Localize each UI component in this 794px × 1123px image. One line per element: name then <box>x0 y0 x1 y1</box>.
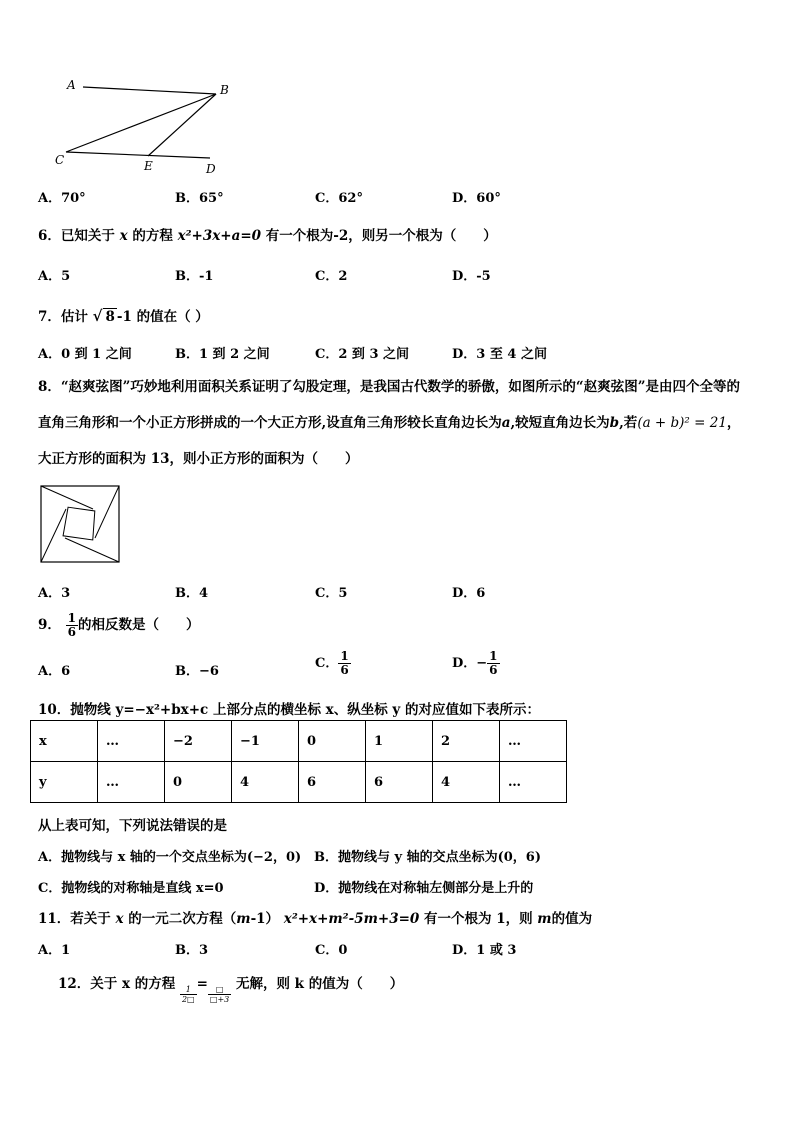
q7-option-c[interactable]: C．2 到 3 之间 <box>315 347 410 362</box>
q8-option-c[interactable]: C．5 <box>315 586 348 601</box>
question-12 <box>58 972 404 1004</box>
q6-text-mid: 的方程 <box>132 228 173 244</box>
question-11 <box>38 907 592 927</box>
q12-number: 12． <box>58 976 91 992</box>
q12-text-pre: 关于 x 的方程 <box>90 976 176 992</box>
q12-fraction-1 <box>180 985 197 1004</box>
label-d: D <box>206 162 216 176</box>
q9-fraction <box>66 612 78 639</box>
q6-option-b[interactable]: B．-1 <box>175 269 214 284</box>
table-cell: x <box>31 721 98 762</box>
q6-option-a[interactable]: A．5 <box>38 269 71 284</box>
q8-line-2-pre: 直角三角形和一个小正方形拼成的一个大正方形,设直角三角形较长直角边长为 <box>38 415 502 431</box>
q10-option-a[interactable]: A．抛物线与 x 轴的一个交点坐标为(−2，0) <box>38 850 302 865</box>
q5-option-d[interactable]: D．60° <box>452 191 501 206</box>
q7-text-post: -1 的值在（ ） <box>116 309 209 325</box>
q9-option-d-num: 1 <box>489 649 498 663</box>
q8-line-2-mid: ,较短直角边长为 <box>510 415 610 431</box>
table-row <box>31 762 567 803</box>
q9-option-d-den: 6 <box>489 663 498 677</box>
geometry-figure <box>50 72 240 182</box>
q8-line-2-end: ， <box>726 415 741 431</box>
q9-option-d-fraction <box>487 650 499 677</box>
q8-line-1: “赵爽弦图”巧妙地利用面积关系证明了勾股定理，是我国古代数学的骄傲，如图所示的“赵爽弦图”是由四个全等的 <box>60 379 740 395</box>
q12-equals: = <box>196 976 208 992</box>
q8-line-2-post: ,若 <box>619 415 638 431</box>
q9-option-c[interactable] <box>315 650 351 677</box>
q9-frac-num: 1 <box>67 611 76 625</box>
table-cell: 6 <box>366 762 433 803</box>
q8-option-d[interactable]: D．6 <box>452 586 486 601</box>
table-cell: y <box>31 762 98 803</box>
question-10 <box>38 698 540 718</box>
q7-option-b[interactable]: B．1 到 2 之间 <box>175 347 270 362</box>
question-9 <box>38 612 199 639</box>
q8-var-b: b <box>609 415 620 431</box>
q7-option-a[interactable]: A．0 到 1 之间 <box>38 347 132 362</box>
zhao-shuang-figure <box>40 485 120 563</box>
q7-radicand: 8 <box>105 309 115 325</box>
q9-frac-den: 6 <box>67 625 76 639</box>
q12-f1-den: 2□ <box>181 995 195 1004</box>
label-c: C <box>55 153 65 167</box>
q11-option-c[interactable]: C．0 <box>315 943 348 958</box>
q12-f1-num: 1 <box>180 985 197 995</box>
q11-text-mid2: -1） <box>250 911 280 927</box>
table-cell: 0 <box>165 762 232 803</box>
table-cell: 6 <box>299 762 366 803</box>
q11-text-end: 的值为 <box>551 911 593 927</box>
q6-var: x <box>119 228 128 244</box>
q11-option-b[interactable]: B．3 <box>175 943 209 958</box>
q5-option-a[interactable]: A．70° <box>38 191 86 206</box>
q12-f2-den: □+3 <box>209 995 230 1004</box>
q10-number: 10． <box>38 702 71 718</box>
q11-option-a[interactable]: A．1 <box>38 943 71 958</box>
q11-number: 11． <box>38 911 71 927</box>
table-cell: 4 <box>433 762 500 803</box>
q12-f2-num: □ <box>208 985 231 995</box>
table-cell: 1 <box>366 721 433 762</box>
q12-text-post: 无解，则 k 的值为（ ） <box>235 976 404 992</box>
q9-text-post: 的相反数是（ ） <box>77 617 200 633</box>
q7-number: 7． <box>38 309 61 325</box>
q11-option-d[interactable]: D．1 或 3 <box>452 943 517 958</box>
question-8-line-2 <box>38 411 740 431</box>
q6-number: 6． <box>38 228 61 244</box>
q9-option-a[interactable]: A．6 <box>38 664 71 679</box>
label-e: E <box>144 159 153 173</box>
label-b: B <box>220 83 229 97</box>
q9-option-c-label: C． <box>315 656 339 671</box>
q11-text-post: 有一个根为 1，则 <box>424 911 533 927</box>
q11-text-mid: 的一元二次方程（ <box>128 911 237 927</box>
q9-number: 9． <box>38 617 61 633</box>
values-table <box>30 720 567 803</box>
q7-text-pre: 估计 <box>60 309 88 325</box>
q8-option-a[interactable]: A．3 <box>38 586 71 601</box>
table-cell: −1 <box>232 721 299 762</box>
q8-formula: (a + b)² = 21 <box>637 415 727 431</box>
sqrt-icon: √ <box>92 307 103 325</box>
q11-equation: x²+x+m²-5m+3=0 <box>283 911 420 927</box>
q10-stem: 抛物线 y=−x²+bx+c 上部分点的横坐标 x、纵坐标 y 的对应值如下表所示： <box>70 702 540 718</box>
q7-option-d[interactable]: D．3 至 4 之间 <box>452 347 547 362</box>
q8-option-b[interactable]: B．4 <box>175 586 209 601</box>
table-cell: … <box>500 721 567 762</box>
q6-option-c[interactable]: C．2 <box>315 269 348 284</box>
question-7 <box>38 305 209 325</box>
table-cell: 0 <box>299 721 366 762</box>
q9-option-c-num: 1 <box>340 649 349 663</box>
q9-option-c-den: 6 <box>340 663 349 677</box>
table-cell: 4 <box>232 762 299 803</box>
q11-var-m: m <box>537 911 552 927</box>
q8-number: 8． <box>38 379 61 395</box>
q12-fraction-2 <box>208 985 231 1004</box>
q6-option-d[interactable]: D．-5 <box>452 269 491 284</box>
q9-option-c-fraction <box>338 650 350 677</box>
question-8-line-3 <box>38 447 359 467</box>
q6-text-post: 有一个根为-2，则另一个根为（ ） <box>265 228 497 244</box>
q11-var: x <box>115 911 124 927</box>
q8-line-3: 大正方形的面积为 13，则小正方形的面积为（ ） <box>38 451 359 467</box>
q8-var-a: a <box>501 415 511 431</box>
q5-option-b[interactable]: B．65° <box>175 191 224 206</box>
q10-option-d[interactable]: D．抛物线在对称轴左侧部分是上升的 <box>314 881 534 896</box>
q5-option-c[interactable]: C．62° <box>315 191 363 206</box>
table-cell: −2 <box>165 721 232 762</box>
q10-after-text: 从上表可知，下列说法错误的是 <box>38 818 227 834</box>
q6-text-pre: 已知关于 <box>60 228 115 244</box>
q10-option-c[interactable]: C．抛物线的对称轴是直线 x=0 <box>38 881 224 896</box>
question-8-line-1 <box>38 375 740 395</box>
table-row <box>31 721 567 762</box>
q9-option-d[interactable] <box>452 650 500 677</box>
q6-equation: x²+3x+a=0 <box>177 228 262 244</box>
q10-option-b[interactable]: B．抛物线与 y 轴的交点坐标为(0，6) <box>314 850 541 865</box>
table-cell: … <box>500 762 567 803</box>
table-cell: … <box>98 762 165 803</box>
q9-option-b[interactable]: B．−6 <box>175 664 219 679</box>
q11-coef: m <box>236 911 251 927</box>
label-a: A <box>67 78 76 92</box>
q9-option-d-label: D．− <box>452 656 488 671</box>
table-cell: 2 <box>433 721 500 762</box>
table-cell: … <box>98 721 165 762</box>
question-6 <box>38 224 497 244</box>
q11-text-pre: 若关于 <box>70 911 111 927</box>
